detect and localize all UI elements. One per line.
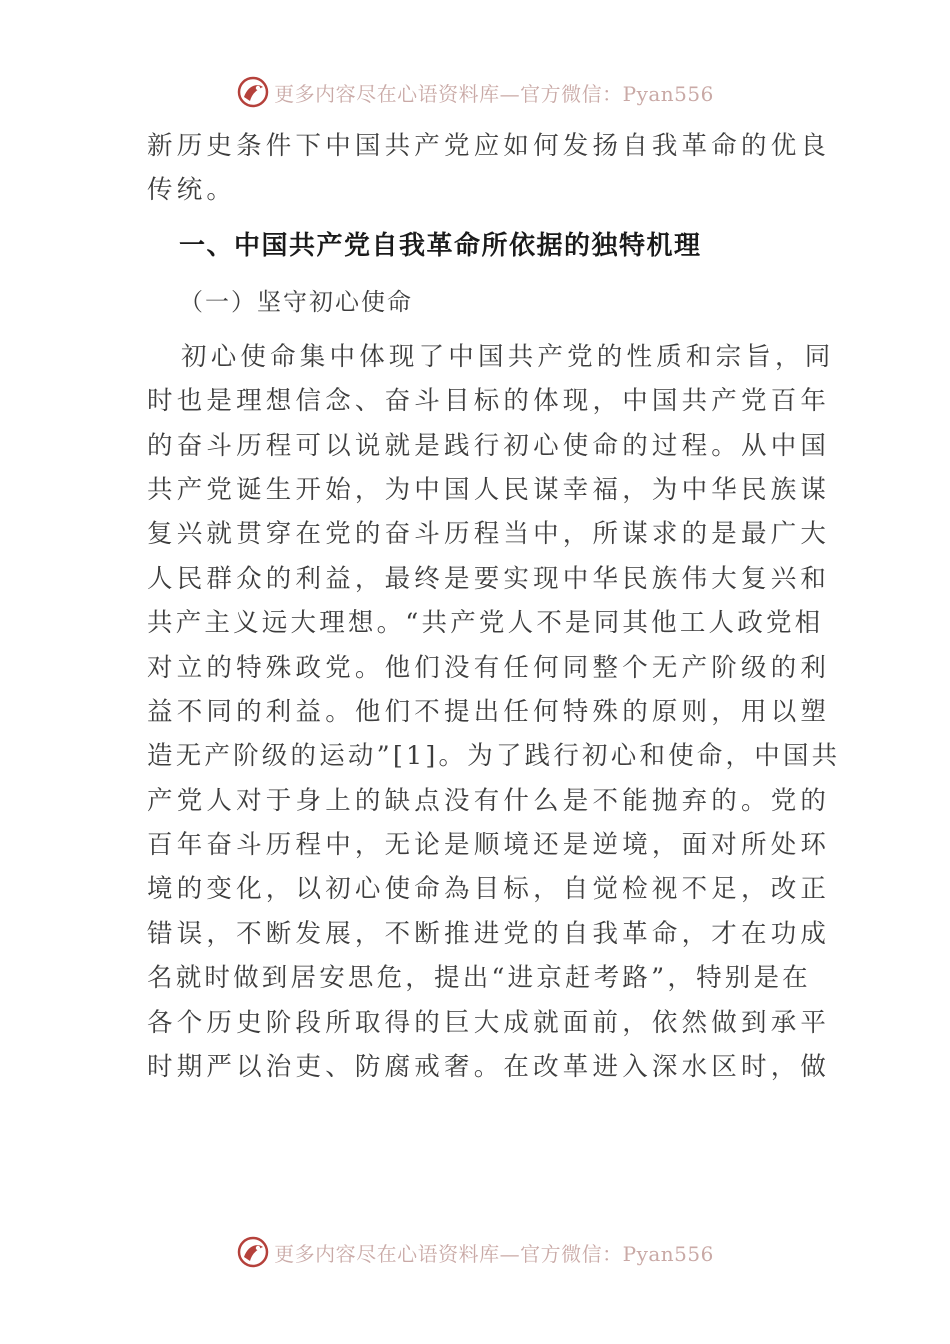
text-line: 时期严以治吏、防腐戒奢。在改革进入深水区时，做 (147, 1052, 831, 1083)
resource-logo-icon (236, 75, 270, 109)
text-line: 复兴就贯穿在党的奋斗历程当中，所谋求的是最广大 (147, 519, 831, 550)
text-line: 境的变化，以初心使命為目标，自觉检视不足，改正 (147, 874, 831, 905)
section-heading: 一、中国共产党自我革命所依据的独特机理 (179, 230, 702, 261)
text-line: 造无产阶级的运动”[1]。为了践行初心和使命，中国共 (147, 741, 841, 772)
resource-logo-icon (236, 1235, 270, 1269)
text-line: 初心使命集中体现了中国共产党的性质和宗旨，同 (181, 341, 835, 372)
text-line: 的奋斗历程可以说就是践行初心使命的过程。从中国 (147, 430, 831, 461)
header-banner (0, 72, 950, 112)
text-line: 百年奋斗历程中，无论是顺境还是逆境，面对所处环 (147, 830, 831, 861)
text-line: 新历史条件下中国共产党应如何发扬自我革命的优良 (147, 131, 831, 161)
text-line: 时也是理想信念、奋斗目标的体现，中国共产党百年 (147, 386, 831, 417)
text-line: 传统。 (147, 175, 237, 206)
text-line: 名就时做到居安思危，提出“进京赶考路”，特别是在 (147, 963, 811, 994)
text-line: 人民群众的利益，最终是要实现中华民族伟大复兴和 (147, 563, 831, 594)
text-line: 错误，不断发展，不断推进党的自我革命，才在功成 (147, 918, 831, 949)
intro-text (147, 124, 831, 213)
text-line: 益不同的利益。他们不提出任何特殊的原则，用以塑 (147, 696, 831, 727)
text-line: 共产党诞生开始，为中国人民谋幸福，为中华民族谋 (147, 474, 831, 505)
footer-banner (0, 1232, 950, 1272)
body-paragraph (147, 335, 841, 1090)
subsection-heading: （一）坚守初心使命 (179, 287, 413, 316)
footer-banner-text: 更多内容尽在心语资料库—官方微信：Pyan556 (274, 1241, 714, 1266)
text-line: 对立的特殊政党。他们没有任何同整个无产阶级的利 (147, 652, 831, 683)
header-banner-text: 更多内容尽在心语资料库—官方微信：Pyan556 (274, 81, 714, 106)
text-line: 共产主义远大理想。“共产党人不是同其他工人政党相 (147, 608, 824, 639)
document-body (147, 124, 841, 1089)
text-line: 各个历史阶段所取得的巨大成就面前，依然做到承平 (147, 1007, 831, 1038)
text-line: 产党人对于身上的缺点没有什么是不能抛弃的。党的 (147, 785, 831, 816)
